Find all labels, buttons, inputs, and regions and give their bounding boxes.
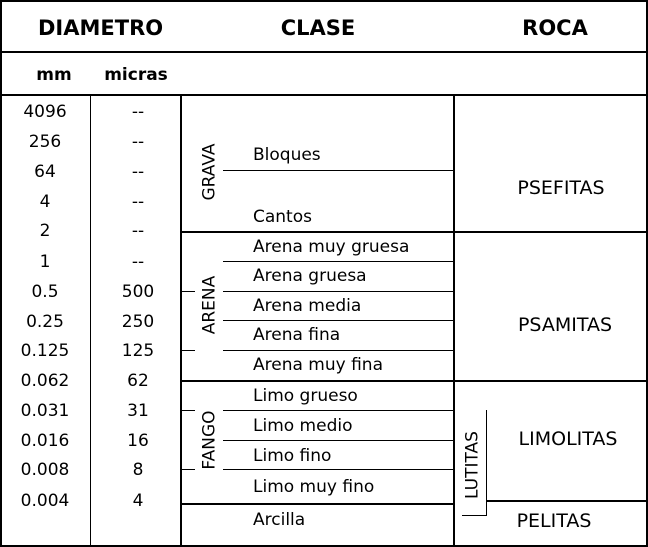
divider-arena [223,350,453,351]
class-limo-grueso: Limo grueso [253,386,358,406]
class-arena-fina: Arena fina [253,325,341,345]
micras-value: -- [131,221,145,241]
micras-value: -- [131,192,145,212]
mm-value: 0.062 [20,371,70,391]
divider-arena [223,261,453,262]
class-arena-muy-gruesa: Arena muy gruesa [253,237,410,257]
micras-value: -- [131,102,145,122]
class-limo-medio: Limo medio [253,416,353,436]
mm-value: 1 [39,252,51,272]
mm-value: 0.125 [20,341,70,361]
column-divider-mm [90,96,91,545]
class-arena-muy-fina: Arena muy fina [253,355,383,375]
divider-limo [223,469,453,470]
boundary-grava-arena [182,231,646,233]
micras-value: 8 [132,460,144,480]
tick-mark [182,410,195,411]
header-clase: CLASE [280,16,356,40]
mm-value: 0.016 [20,431,70,451]
group-label-fango: FANGO [199,410,220,470]
class-cantos: Cantos [253,207,312,227]
boundary-fango-arcilla [182,503,453,505]
mm-value: 64 [34,162,56,182]
mm-value: 0.25 [26,312,64,332]
rock-pelitas: PELITAS [516,510,592,532]
class-arcilla: Arcilla [253,510,306,530]
mm-value: 0.5 [31,282,59,302]
rock-psefitas: PSEFITAS [517,177,605,199]
header-roca: ROCA [522,16,588,40]
mm-value: 0.031 [20,401,70,421]
boundary-arena-fango [182,380,646,382]
group-label-lutitas: LUTITAS [462,431,483,499]
subheader-mm: mm [36,65,72,85]
divider-limo [223,440,453,441]
class-limo-muy-fino: Limo muy fino [253,477,375,497]
tick-mark [182,291,195,292]
micras-value: -- [131,252,145,272]
mm-value: 2 [39,221,51,241]
lutitas-bracket-foot [462,515,487,516]
column-divider-diametro [180,96,182,545]
tick-mark [182,469,195,470]
subheader-micras: micras [104,65,168,85]
subheader-divider [2,94,646,96]
rock-psamitas: PSAMITAS [517,314,613,336]
class-arena-gruesa: Arena gruesa [253,266,367,286]
micras-value: -- [131,132,145,152]
micras-value: 250 [121,312,155,332]
boundary-limolitas-pelitas [486,500,646,502]
micras-value: 31 [127,401,149,421]
mm-value: 0.004 [20,491,70,511]
class-limo-fino: Limo fino [253,446,332,466]
divider-arena [223,320,453,321]
class-arena-media: Arena media [253,296,362,316]
micras-value: -- [131,162,145,182]
class-bloques: Bloques [253,145,321,165]
tick-mark [182,350,195,351]
micras-value: 4 [132,491,144,511]
rock-limolitas: LIMOLITAS [518,428,618,450]
lutitas-bracket [486,410,487,515]
micras-value: 125 [121,341,155,361]
micras-value: 500 [121,282,155,302]
micras-value: 16 [127,431,149,451]
mm-value: 4096 [23,102,67,122]
divider-bloques-cantos [223,170,453,171]
divider-arena [223,291,453,292]
column-divider-clase [453,96,455,545]
mm-value: 0.008 [20,460,70,480]
group-label-grava: GRAVA [199,143,220,201]
divider-limo [223,410,453,411]
mm-value: 256 [28,132,62,152]
mm-value: 4 [39,192,51,212]
group-label-arena: ARENA [199,275,220,335]
header-diametro: DIAMETRO [38,16,164,40]
micras-value: 62 [127,371,149,391]
header-divider [2,51,646,53]
